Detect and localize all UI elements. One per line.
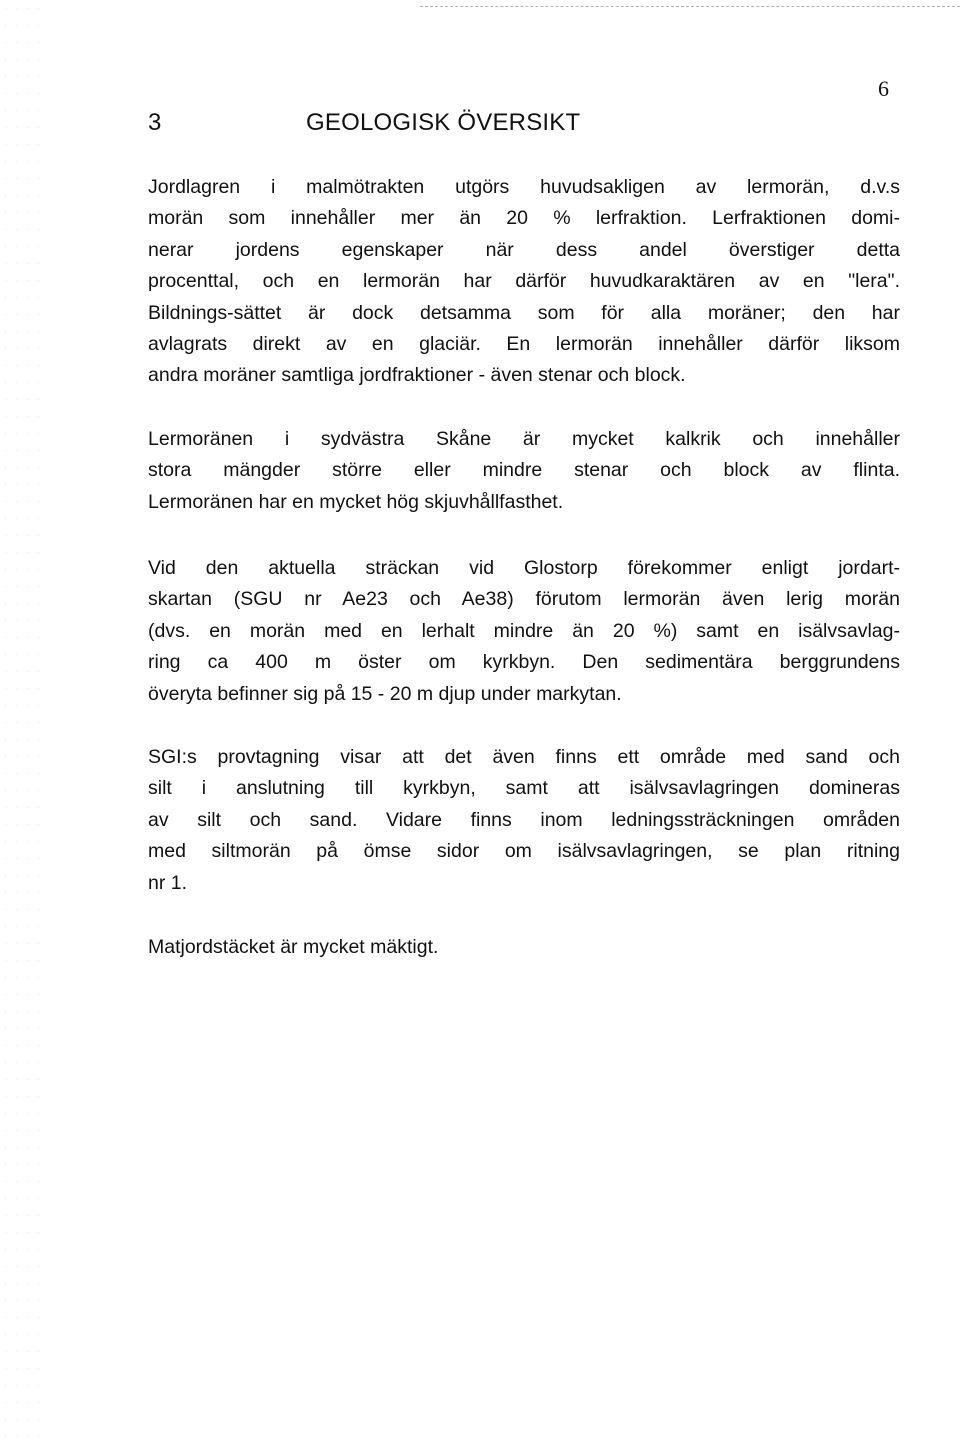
paragraph-line: andra moräner samtliga jordfraktioner - även stenar och block. [148,364,686,387]
paragraph-line: av silt och sand. Vidare finns inom ledningssträckningen områden [148,808,900,831]
paragraph-line: överyta befinner sig på 15 - 20 m djup under markytan. [148,682,622,705]
paragraph-line: (dvs. en morän med en lerhalt mindre än 20 %) samt en isälvsavlag- [148,619,900,642]
paragraph-line: Matjordstäcket är mycket mäktigt. [148,936,439,958]
section-number: 3 [148,109,162,136]
paragraph-1 [148,172,900,392]
paragraph-line: morän som innehåller mer än 20 % lerfraktion. Lerfraktionen domi- [148,207,900,230]
paragraph-line: Lermoränen har en mycket hög skjuvhållfasthet. [148,490,564,513]
paragraph-line: Lermoränen i sydvästra Skåne är mycket kalkrik och innehåller [148,428,900,450]
paragraph-line: Jordlagren i malmötrakten utgörs huvudsakligen av lermorän, d.v.s [148,176,900,198]
paragraph-2 [148,424,900,518]
paragraph-line: nerar jordens egenskaper när dess andel överstiger detta [148,238,900,261]
paragraph-line: avlagrats direkt av en glaciär. En lermorän innehåller därför liksom [148,333,900,356]
scan-top-noise [420,6,960,9]
section-heading [148,108,580,138]
scan-edge-noise [0,0,40,1448]
paragraph-line: Bildnings-sättet är dock detsamma som för alla moräner; den har [148,301,900,324]
paragraph-line: Vid den aktuella sträckan vid Glostorp förekommer enligt jordart- [148,557,900,579]
paragraph-3 [148,553,900,710]
paragraph-line: med siltmorän på ömse sidor om isälvsavlagringen, se plan ritning [148,840,900,863]
paragraph-5 [148,932,900,963]
paragraph-line: nr 1. [148,871,188,894]
paragraph-4 [148,742,900,899]
section-title: GEOLOGISK ÖVERSIKT [306,109,581,136]
page-number: 6 [878,76,889,101]
paragraph-line: skartan (SGU nr Ae23 och Ae38) förutom lermorän även lerig morän [148,588,900,611]
paragraph-line: silt i anslutning till kyrkbyn, samt att isälvsavlagringen domineras [148,777,900,800]
paragraph-line: SGI:s provtagning visar att det även finns ett område med sand och [148,746,900,768]
paragraph-line: procenttal, och en lermorän har därför huvudkaraktären av en "lera". [148,270,900,293]
paragraph-line: stora mängder större eller mindre stenar och block av flinta. [148,459,900,482]
paragraph-line: ring ca 400 m öster om kyrkbyn. Den sedimentära berggrundens [148,651,900,674]
